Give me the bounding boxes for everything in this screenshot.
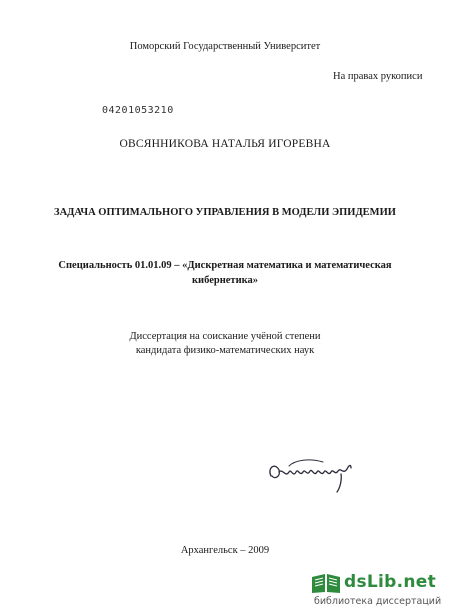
degree-line-2: кандидата физико-математических наук bbox=[135, 345, 315, 356]
watermark-brand: dsLib.net bbox=[344, 572, 437, 592]
handwritten-signature bbox=[265, 450, 360, 495]
author-name: ОВСЯННИКОВА НАТАЛЬЯ ИГОРЕВНА bbox=[119, 138, 331, 150]
dslib-watermark[interactable] bbox=[310, 571, 440, 609]
specialty-line-1: Специальность 01.01.09 – «Дискретная математика и математическая bbox=[58, 260, 392, 271]
manuscript-note: На правах рукописи bbox=[333, 71, 423, 82]
watermark-subtitle: библиотека диссертаций bbox=[314, 596, 442, 607]
place-and-year: Архангельск – 2009 bbox=[180, 545, 270, 556]
specialty-line-2: кибернетика» bbox=[191, 275, 259, 286]
open-book-icon bbox=[310, 571, 342, 595]
university-name: Поморский Государственный Университет bbox=[129, 41, 321, 52]
degree-line-1: Диссертация на соискание учёной степени bbox=[129, 331, 321, 342]
thesis-title: ЗАДАЧА ОПТИМАЛЬНОГО УПРАВЛЕНИЯ В МОДЕЛИ ЭПИДЕМИИ bbox=[54, 207, 396, 218]
archive-code: 04201053210 bbox=[102, 105, 174, 116]
